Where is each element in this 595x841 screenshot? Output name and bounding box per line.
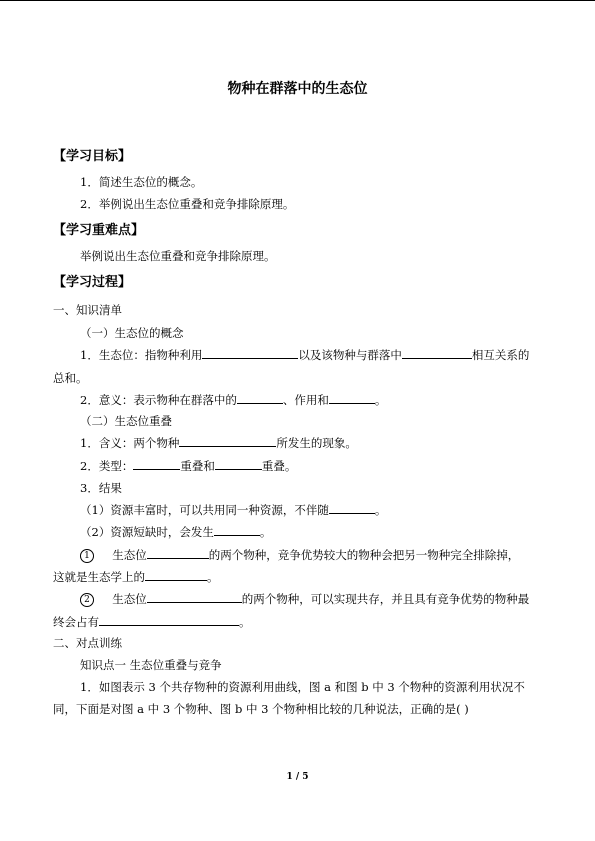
fill-blank[interactable]: [202, 347, 298, 359]
question-line: 1．如图表示 3 个共存物种的资源利用曲线，图 a 和图 b 中 3 个物种的资源利用状况不: [80, 680, 525, 694]
fill-blank[interactable]: [99, 614, 239, 626]
top-border: [0, 0, 595, 1]
fill-blank[interactable]: [215, 458, 262, 470]
paragraph-line: 2 生态位 的两个物种，可以实现共存，并且具有竞争优势的物种最: [80, 591, 529, 607]
fill-blank[interactable]: [402, 347, 472, 359]
paragraph-line: 1 生态位 的两个物种，竞争优势较大的物种会把另一物种完全排除掉，: [80, 547, 519, 563]
fill-blank[interactable]: [145, 569, 207, 581]
page-title: 物种在群落中的生态位: [227, 81, 368, 97]
paragraph-line: 1．含义：两个物种 所发生的现象。: [80, 436, 357, 450]
key-point-text: 举例说出生态位重叠和竞争排除原理。: [80, 249, 276, 263]
circled-number-2: 2: [80, 593, 94, 607]
fill-blank[interactable]: [179, 435, 276, 447]
subsection-heading: （一）生态位的概念: [80, 326, 184, 340]
part-heading: 二、对点训练: [53, 636, 122, 650]
paragraph-line: （2）资源短缺时，会发生 。: [80, 525, 272, 539]
subsection-heading: （二）生态位重叠: [80, 414, 172, 428]
paragraph-line: 3．结果: [80, 481, 122, 495]
fill-blank[interactable]: [329, 392, 375, 404]
paragraph-line: 终会占有 。: [53, 615, 251, 629]
paragraph-line: 这就是生态学上的 。: [53, 570, 219, 584]
fill-blank[interactable]: [214, 524, 260, 536]
paragraph-line: 2．类型： 重叠和 重叠。: [80, 459, 297, 473]
knowledge-point-heading: 知识点一 生态位重叠与竞争: [80, 658, 222, 672]
goal-item: 1．简述生态位的概念。: [80, 175, 203, 189]
section-heading-key-points: 【学习重难点】: [53, 223, 145, 238]
section-heading-process: 【学习过程】: [53, 275, 132, 290]
paragraph-line: 总和。: [53, 371, 88, 385]
paragraph-line: （1）资源丰富时，可以共用同一种资源，不伴随 。: [80, 503, 387, 517]
fill-blank[interactable]: [147, 547, 209, 559]
circled-number-1: 1: [80, 549, 94, 563]
goal-item: 2．举例说出生态位重叠和竞争排除原理。: [80, 197, 295, 211]
paragraph-line: 2．意义：表示物种在群落中的 、作用和 。: [80, 393, 387, 407]
page-number: 1 / 5: [286, 772, 309, 782]
fill-blank[interactable]: [133, 458, 180, 470]
part-heading: 一、知识清单: [53, 303, 122, 317]
question-line: 同，下面是对图 a 中 3 个物种、图 b 中 3 个物种相比较的几种说法，正确的是( ): [53, 702, 469, 716]
paragraph-line: 1．生态位：指物种利用 以及该物种与群落中 相互关系的: [80, 348, 530, 362]
section-heading-goals: 【学习目标】: [53, 149, 132, 164]
fill-blank[interactable]: [147, 591, 242, 603]
fill-blank[interactable]: [237, 392, 283, 404]
fill-blank[interactable]: [329, 502, 375, 514]
